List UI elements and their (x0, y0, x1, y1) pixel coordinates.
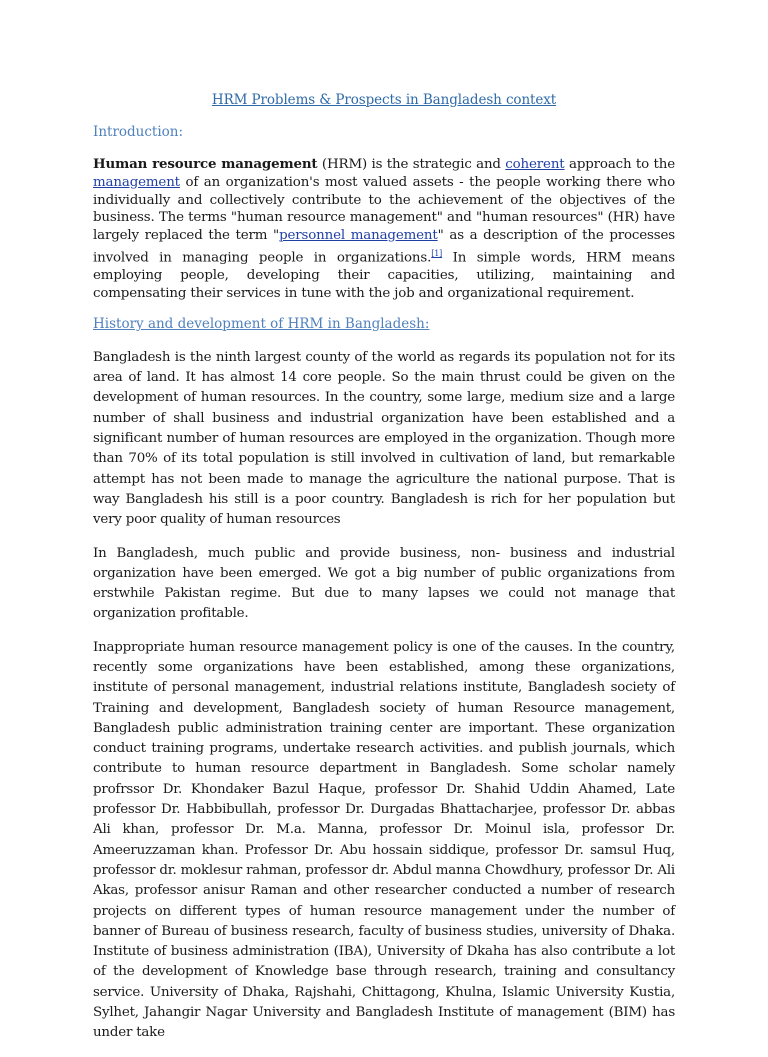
history-paragraph-2: In Bangladesh, much public and provide business, non- business and industrial organization have been emerged. We got a big number of public organizations from erstwhile Pakistan regime. But due to many lapses we could not manage that organization profitable. (93, 545, 675, 622)
intro-text-3: of an organization's most valued assets - the people working there who individually and collectively contribute to the achievement of the objectives of the business. The terms "human resource management" and "human resources" (HR) have largely replaced the term " (93, 174, 675, 244)
history-heading: History and development of HRM in Bangladesh: (93, 315, 430, 332)
document-title: HRM Problems & Prospects in Bangladesh context (211, 92, 557, 108)
coherent-link[interactable]: coherent (505, 157, 565, 172)
history-paragraph-3: Inappropriate human resource management policy is one of the causes. In the country, recently some organizations have been established, among these organizations, institute of personal management, industrial relations institute, Bangladesh society of Training and development, Bangladesh society of human Resource management, Bangladesh public administration training center are important. These organization conduct training programs, undertake research activities. and publish journals, which contribute to human resource department in Bangladesh. Some scholar namely profrssor Dr. Khondaker Bazul Haque, professor Dr. Shahid Uddin Ahamed, Late professor Dr. Habbibullah, professor Dr. Durgadas Bhattacharjee, professor Dr. abbas Ali khan, professor Dr. M.a. Manna, professor Dr. Moinul isla, professor Dr. Ameeruzzaman khan. Professor Dr. Abu hossain siddique, professor Dr. samsul Huq, professor dr. moklesur rahman, professor dr. Abdul manna Chowdhury, professor Dr. Ali Akas, professor anisur Raman and other researcher conducted a number of research projects on different types of human resource management under the number of banner of Bureau of business research, faculty of business studies, university of Dhaka. Institute of business administration (IBA), University of Dkaha has also contribute a lot of the development of Knowledge base through research, training and consultancy service. University of Dhaka, Rajshahi, Chittagong, Khulna, Islamic University Kustia, Sylhet, Jahangir Nagar University and Bangladesh Institute of management (BIM) has under take (93, 639, 675, 1041)
management-link[interactable]: management (93, 174, 180, 190)
document-body (93, 92, 675, 1057)
intro-text-1: (HRM) is the strategic and (317, 157, 506, 172)
intro-text-4: " as a description of the processes involved in managing people in organizations. (93, 228, 675, 266)
introduction-heading: Introduction: (93, 124, 184, 140)
hrm-term: Human resource management (93, 156, 318, 172)
intro-text-2: approach to the (564, 157, 675, 172)
intro-text-5: In simple words, HRM means employing people, developing their capacities, utilizing, maintaining and compensating their services in tune with the job and organizational requirement. (93, 250, 675, 302)
footnote-link[interactable]: [1] (431, 248, 443, 258)
personnel-management-link[interactable]: personnel management (279, 228, 438, 244)
history-paragraph-1: Bangladesh is the ninth largest county of the world as regards its population not for its area of land. It has almost 14 core people. So the main thrust could be given on the development of human resources. In the country, some large, medium size and a large number of shall business and industrial organization have been established and a significant number of human resources are employed in the organization. Though more than 70% of its total population is still involved in cultivation of land, but remarkable attempt has not been made to manage the agriculture the national purpose. That is way Bangladesh his still is a poor country. Bangladesh is rich for her population but very poor quality of human resources (93, 349, 675, 528)
introduction-paragraph (93, 156, 675, 303)
